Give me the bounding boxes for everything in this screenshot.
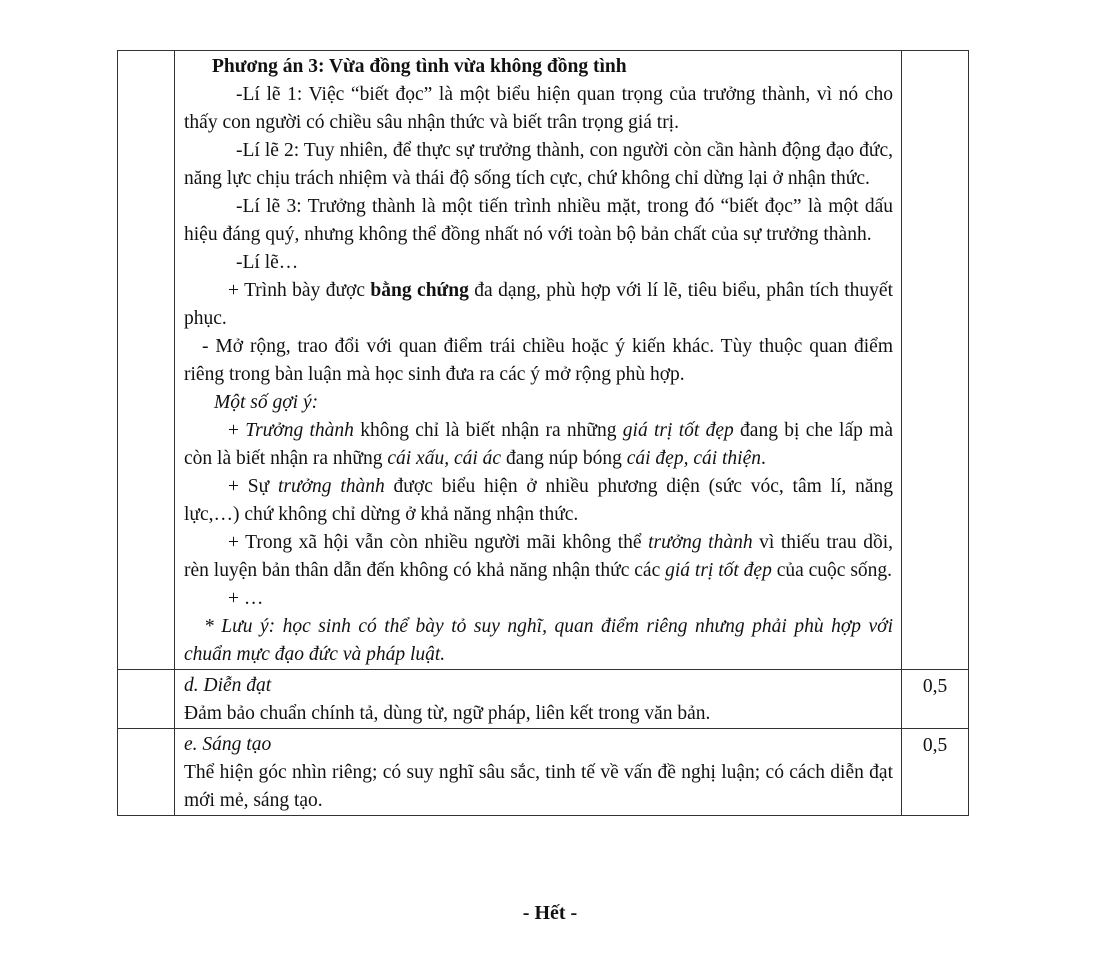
score-cell-empty xyxy=(902,51,969,670)
evidence-bold: bằng chứng xyxy=(370,280,469,301)
expression-cell xyxy=(175,670,902,729)
expression-score-cell xyxy=(902,670,969,729)
content-cell xyxy=(175,51,902,670)
end-marker: - Hết - xyxy=(522,902,578,924)
reason-more: -Lí lẽ… xyxy=(236,252,299,273)
empty-cell xyxy=(118,729,175,816)
creativity-cell xyxy=(175,729,902,816)
creativity-score-cell xyxy=(902,729,969,816)
creativity-title: e. Sáng tạo xyxy=(184,734,272,755)
grading-table xyxy=(117,50,969,816)
expression-score: 0,5 xyxy=(922,676,948,697)
option-heading: Phương án 3: Vừa đồng tình vừa không đồng tình xyxy=(212,56,627,77)
reason-3: -Lí lẽ 3: Trưởng thành là một tiến trình nhiều mặt, trong đó “biết đọc” là một dấu hiệu đáng quý, nhưng không thể đồng nhất nó với toàn bộ bản chất của sự trưởng thành. xyxy=(184,196,893,245)
table-row-expression xyxy=(118,670,969,729)
expression-title: d. Diễn đạt xyxy=(184,675,272,696)
empty-cell xyxy=(118,51,175,670)
expand-paragraph: - Mở rộng, trao đổi với quan điểm trái chiều hoặc ý kiến khác. Tùy thuộc quan điểm riêng trong bàn luận mà học sinh đưa ra các ý mở rộng phù hợp. xyxy=(184,336,893,385)
suggestion-more: + … xyxy=(228,588,264,609)
evidence-paragraph: + Trình bày được bằng chứng đa dạng, phù hợp với lí lẽ, tiêu biểu, phân tích thuyết phục. xyxy=(184,280,893,329)
suggestion-2: + Sự trưởng thành được biểu hiện ở nhiều phương diện (sức vóc, tâm lí, năng lực,…) chứ không chỉ dừng ở khả năng nhận thức. xyxy=(184,476,893,525)
empty-cell xyxy=(118,670,175,729)
suggestion-3: + Trong xã hội vẫn còn nhiều người mãi không thể trưởng thành vì thiếu trau dồi, rèn luyện bản thân dẫn đến không có khả năng nhận thức các giá trị tốt đẹp của cuộc sống. xyxy=(184,532,894,581)
creativity-text: Thể hiện góc nhìn riêng; có suy nghĩ sâu sắc, tinh tế về vấn đề nghị luận; có cách diễn đạt mới mẻ, sáng tạo. xyxy=(184,762,893,811)
table-row-content xyxy=(118,51,969,670)
reason-2: -Lí lẽ 2: Tuy nhiên, để thực sự trưởng thành, con người còn cần hành động đạo đức, năng lực chịu trách nhiệm và thái độ sống tích cực, chứ không chỉ dừng lại ở nhận thức. xyxy=(184,140,893,189)
expression-text: Đảm bảo chuẩn chính tả, dùng từ, ngữ pháp, liên kết trong văn bản. xyxy=(184,703,711,724)
note-paragraph: * Lưu ý: học sinh có thể bày tỏ suy nghĩ, quan điểm riêng nhưng phải phù hợp với chuẩn mực đạo đức và pháp luật. xyxy=(184,616,893,665)
creativity-score: 0,5 xyxy=(922,735,948,756)
suggestion-title: Một số gợi ý: xyxy=(214,392,319,413)
suggestion-1: + Trưởng thành không chỉ là biết nhận ra những giá trị tốt đẹp đang bị che lấp mà còn là biết nhận ra những cái xấu, cái ác đang núp bóng cái đẹp, cái thiện. xyxy=(184,420,893,469)
reason-1: -Lí lẽ 1: Việc “biết đọc” là một biểu hiện quan trọng của trưởng thành, vì nó cho thấy con người có chiều sâu nhận thức và biết trân trọng giá trị. xyxy=(184,84,893,133)
table-row-creativity xyxy=(118,729,969,816)
